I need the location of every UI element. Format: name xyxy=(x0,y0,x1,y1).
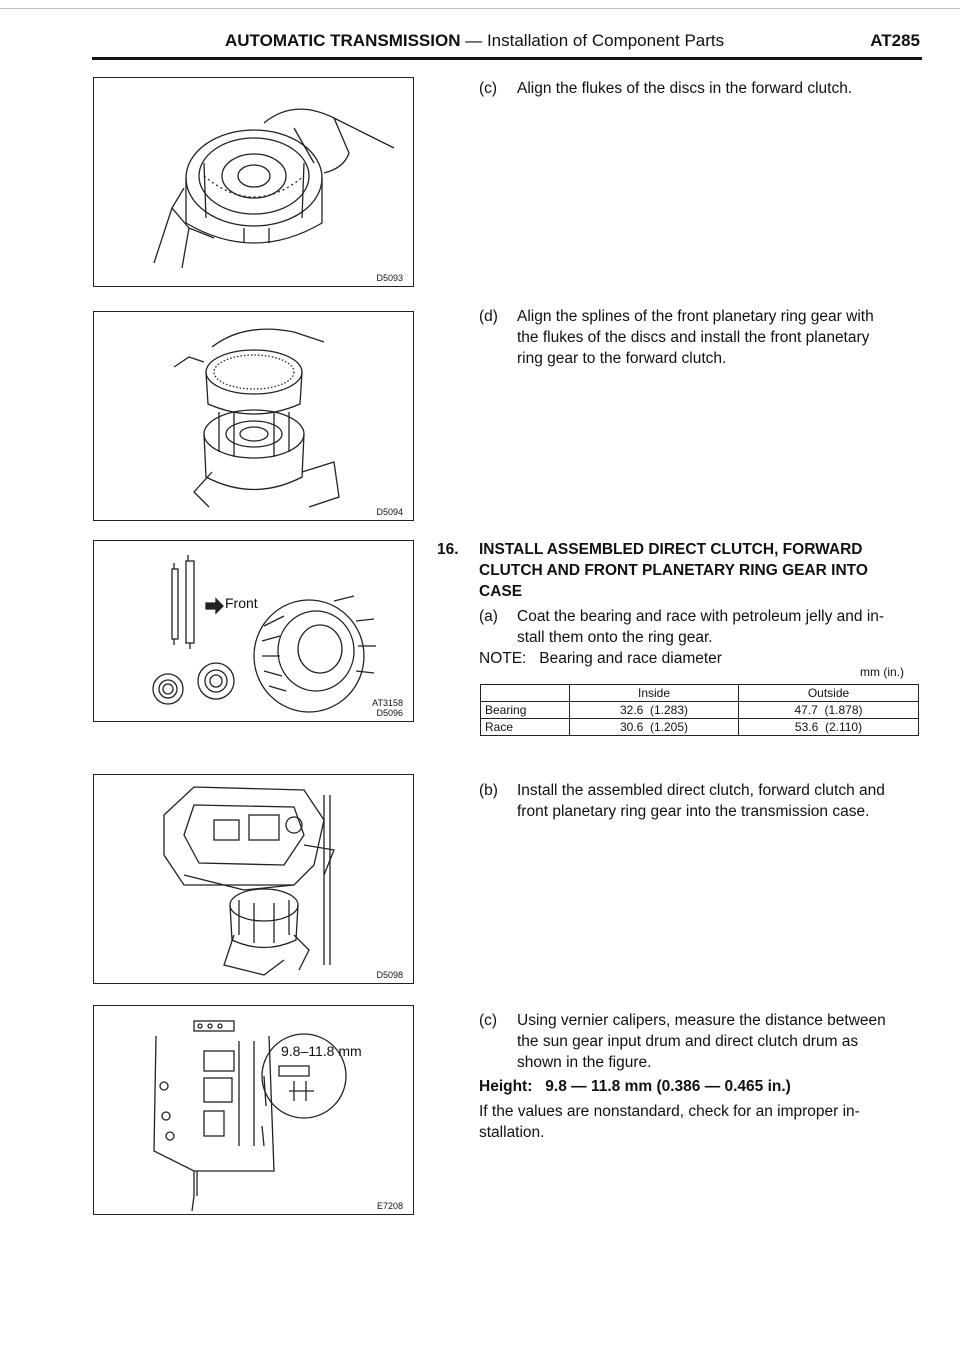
front-label: Front xyxy=(225,595,258,611)
height-spec: Height: 9.8 — 11.8 mm (0.386 — 0.465 in.) xyxy=(479,1078,791,1095)
figure-code: D5098 xyxy=(376,970,403,980)
step-text xyxy=(517,780,885,822)
step-line: shown in the figure. xyxy=(517,1054,652,1071)
heading-line: CLUTCH AND FRONT PLANETARY RING GEAR INTO xyxy=(479,562,868,579)
step-number: 16. xyxy=(437,541,459,558)
check-note xyxy=(479,1101,860,1143)
page-header xyxy=(95,31,920,57)
step-label: (d) xyxy=(479,308,498,325)
step-text: Align the flukes of the discs in the forward clutch. xyxy=(517,80,853,97)
bearing-race-illustration xyxy=(94,541,415,723)
heading-line: CASE xyxy=(479,583,523,600)
figure-vernier-measure xyxy=(93,1005,414,1215)
step-label: (c) xyxy=(479,80,498,97)
step-text xyxy=(517,606,884,648)
figure-code: E7208 xyxy=(376,1201,403,1211)
dimension-label: 9.8–11.8 mm xyxy=(281,1043,362,1059)
step-line: Coat the bearing and race with petroleum jelly and in- xyxy=(517,608,885,625)
heading-line: INSTALL ASSEMBLED DIRECT CLUTCH, FORWARD xyxy=(479,541,863,558)
table-cell: Race xyxy=(481,719,570,736)
table-cell: Bearing xyxy=(481,702,570,719)
header-title xyxy=(225,31,724,51)
step-line: Align the splines of the front planetary ring gear with xyxy=(517,308,874,325)
header-section: AUTOMATIC TRANSMISSION xyxy=(225,31,461,50)
step-line: front planetary ring gear into the transmission case. xyxy=(517,803,870,820)
figure-bearing-race xyxy=(93,540,414,722)
note-diameter: NOTE: Bearing and race diameter xyxy=(479,650,722,667)
table-cell: 30.6 (1.205) xyxy=(570,719,739,736)
unit-label: mm (in.) xyxy=(860,665,904,679)
figure-code: D5094 xyxy=(376,507,403,517)
step-text xyxy=(517,1010,886,1073)
top-edge-line xyxy=(0,8,960,9)
header-rule xyxy=(92,57,922,60)
heading-text xyxy=(479,539,868,602)
header-subsection: Installation of Component Parts xyxy=(486,31,725,50)
vernier-measure-illustration xyxy=(94,1006,415,1216)
figure-code-2: D5096 xyxy=(376,708,403,718)
table-header-cell: Outside xyxy=(739,685,919,702)
step-line: Install the assembled direct clutch, forward clutch and xyxy=(517,782,885,799)
step-text xyxy=(517,306,874,369)
check-line: If the values are nonstandard, check for an improper in- xyxy=(479,1103,860,1120)
figure-code-1: AT3158 xyxy=(372,698,403,708)
case-install-illustration xyxy=(94,775,415,985)
step-label: (b) xyxy=(479,782,498,799)
disc-alignment-illustration xyxy=(94,78,415,288)
ring-gear-illustration xyxy=(94,312,415,522)
table-row xyxy=(481,719,919,736)
header-dash: — xyxy=(460,31,487,50)
step-line: ring gear to the forward clutch. xyxy=(517,350,727,367)
figure-ring-gear-install xyxy=(93,311,414,521)
table-header-cell: Inside xyxy=(570,685,739,702)
table-cell: 47.7 (1.878) xyxy=(739,702,919,719)
table-cell: 53.6 (2.110) xyxy=(739,719,919,736)
table-header-cell xyxy=(481,685,570,702)
figure-disc-alignment xyxy=(93,77,414,287)
check-line: stallation. xyxy=(479,1124,545,1141)
figure-case-install xyxy=(93,774,414,984)
diameter-spec-table xyxy=(480,684,919,736)
step-label: (c) xyxy=(479,1012,498,1029)
step-line: Using vernier calipers, measure the distance between xyxy=(517,1012,886,1029)
table-header-row xyxy=(481,685,919,702)
table-row xyxy=(481,702,919,719)
figure-code: D5093 xyxy=(376,273,403,283)
figure-codes xyxy=(372,698,403,718)
step-line: the sun gear input drum and direct clutch drum as xyxy=(517,1033,859,1050)
table-cell: 32.6 (1.283) xyxy=(570,702,739,719)
step-line: stall them onto the ring gear. xyxy=(517,629,713,646)
step-label: (a) xyxy=(479,608,498,625)
page-number: AT285 xyxy=(870,31,920,50)
step-line: the flukes of the discs and install the front planetary xyxy=(517,329,870,346)
